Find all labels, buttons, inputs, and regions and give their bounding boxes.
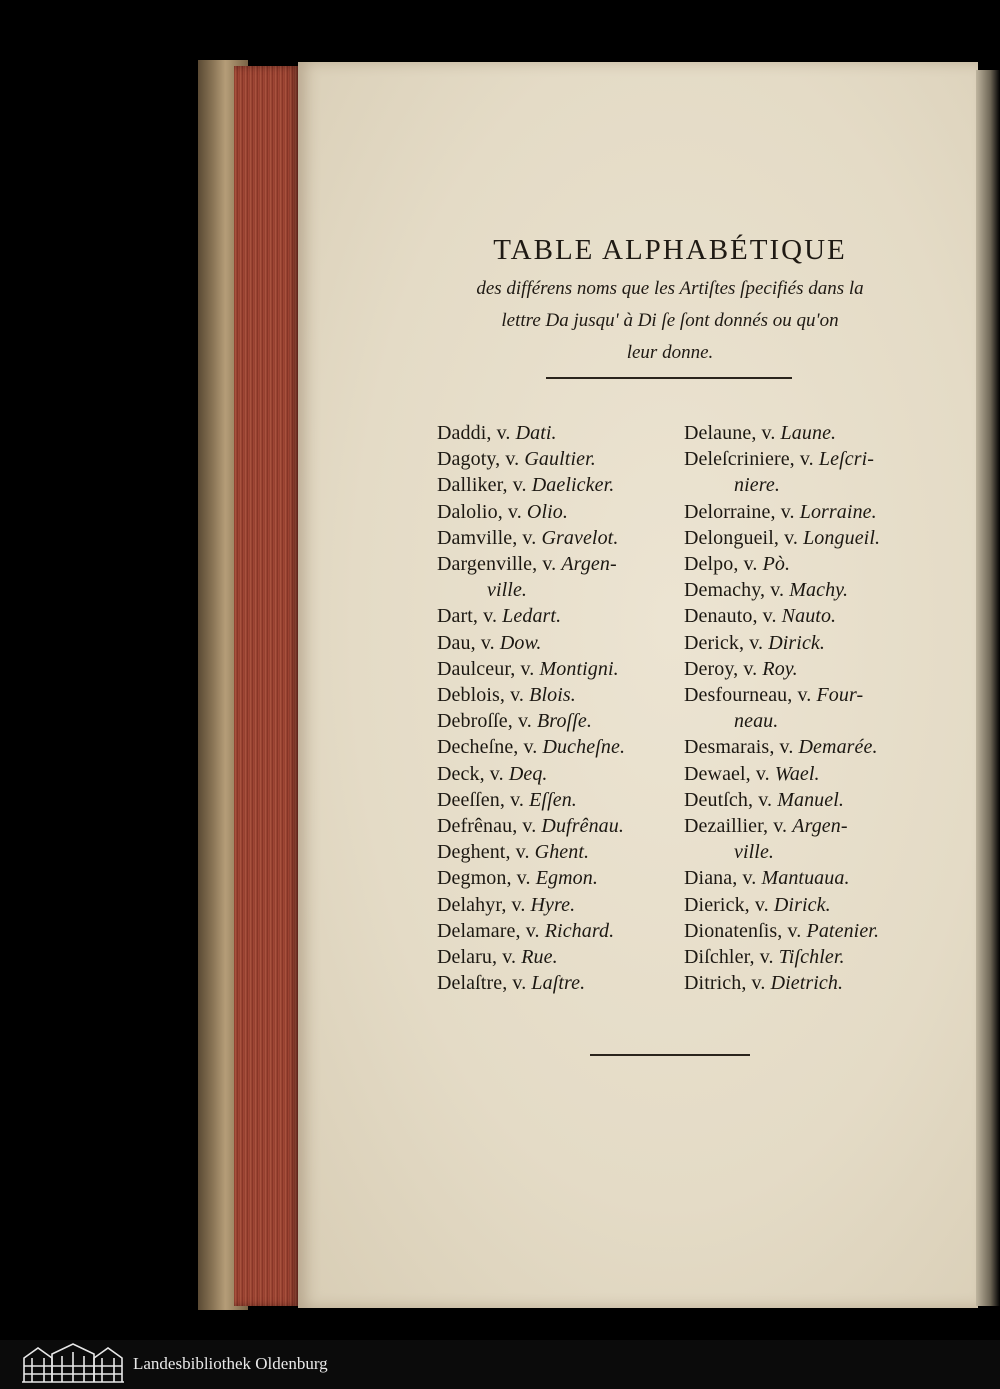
entry-reference: Ledart. xyxy=(502,605,562,628)
entry-reference: Argen- xyxy=(792,815,848,838)
entry-name: Deeſſen, v. xyxy=(437,788,530,811)
entry-name: Defrênau, v. xyxy=(437,815,542,838)
entry-reference: Lorraine. xyxy=(799,500,877,523)
show-through xyxy=(470,160,484,204)
entry-reference: Longueil. xyxy=(803,526,881,549)
entry-reference: Demarée. xyxy=(798,736,878,759)
index-entry xyxy=(684,446,929,472)
page-right-edge xyxy=(976,70,1000,1306)
entry-reference: Richard. xyxy=(544,919,615,942)
index-entry xyxy=(684,603,929,629)
entry-reference: Gravelot. xyxy=(541,526,619,549)
index-entry xyxy=(437,734,682,760)
entry-reference: Montigni. xyxy=(539,657,619,680)
index-entry xyxy=(684,499,929,525)
index-entry xyxy=(684,656,929,682)
entry-reference: Laune. xyxy=(780,422,837,444)
index-entry xyxy=(437,761,682,787)
entry-name: Deblois, v. xyxy=(437,684,530,707)
entry-name: Deleſcriniere, v. xyxy=(684,448,819,471)
index-entry xyxy=(684,918,929,944)
index-entry xyxy=(684,787,929,813)
index-entry xyxy=(437,970,682,996)
index-entry xyxy=(437,682,682,708)
entry-name: Derick, v. xyxy=(684,631,769,654)
index-entry xyxy=(437,499,682,525)
index-entry xyxy=(437,918,682,944)
entry-name: Delaſtre, v. xyxy=(437,972,532,995)
entry-name: Dau, v. xyxy=(437,631,500,654)
entry-reference: Broſſe. xyxy=(536,710,592,733)
entry-reference: Dati. xyxy=(515,422,557,444)
entry-reference: niere. xyxy=(734,474,780,497)
index-entry xyxy=(437,813,682,839)
index-entry xyxy=(437,839,682,865)
index-entry xyxy=(684,577,929,603)
entry-reference: Manuel. xyxy=(777,788,845,811)
library-building-icon xyxy=(20,1342,126,1386)
entry-reference: Eſſen. xyxy=(529,788,577,811)
index-entry xyxy=(684,970,929,996)
entry-reference: Leſcri- xyxy=(818,448,875,471)
entry-name: Dierick, v. xyxy=(684,893,774,916)
entry-reference: neau. xyxy=(734,710,779,733)
index-entry xyxy=(684,708,929,734)
index-entry xyxy=(437,656,682,682)
entry-reference: Dirick. xyxy=(768,631,826,654)
entry-reference: Gaultier. xyxy=(524,448,596,471)
index-entry xyxy=(684,630,929,656)
entry-name: Daulceur, v. xyxy=(437,657,540,680)
index-entry xyxy=(437,708,682,734)
subtitle-line: lettre Da jusqu' à Di ſe ſont donnés ou qu'on xyxy=(501,310,839,331)
index-entry xyxy=(684,839,929,865)
entry-name: Decheſne, v. xyxy=(437,736,543,759)
title-rule xyxy=(546,377,792,379)
entry-name: Delorraine, v. xyxy=(684,500,800,523)
entry-name: Delongueil, v. xyxy=(684,526,804,549)
entry-name: Desfourneau, v. xyxy=(684,684,817,707)
entry-reference: Machy. xyxy=(789,579,849,602)
entry-reference: Mantuaua. xyxy=(761,867,850,890)
entry-reference: Ghent. xyxy=(534,841,590,864)
entry-reference: Pò. xyxy=(762,553,791,576)
entry-name: Delahyr, v. xyxy=(437,893,531,916)
entry-name: Ditrich, v. xyxy=(684,972,771,995)
index-entry xyxy=(684,682,929,708)
entry-reference: Roy. xyxy=(762,657,798,680)
page-subtitle xyxy=(420,274,920,368)
index-entry xyxy=(437,944,682,970)
index-entry xyxy=(437,630,682,656)
end-rule xyxy=(590,1054,750,1056)
index-entry xyxy=(437,577,682,603)
entry-reference: Nauto. xyxy=(781,605,837,628)
entry-name: Demachy, v. xyxy=(684,579,790,602)
index-entry xyxy=(437,787,682,813)
footer-bar xyxy=(0,1340,1000,1389)
index-entry xyxy=(684,551,929,577)
entry-name: Deck, v. xyxy=(437,762,509,785)
entry-name: Dart, v. xyxy=(437,605,503,628)
entry-name: Diſchler, v. xyxy=(684,946,779,969)
entry-name: Dezaillier, v. xyxy=(684,815,793,838)
entry-reference: Patenier. xyxy=(806,919,880,942)
entry-reference: ville. xyxy=(734,841,775,864)
entry-reference: Wael. xyxy=(774,762,820,785)
entry-name: Dionatenſis, v. xyxy=(684,919,807,942)
entry-name: Delpo, v. xyxy=(684,553,763,576)
entry-reference: Deq. xyxy=(508,762,548,785)
entry-name: Daddi, v. xyxy=(437,422,516,444)
index-entry xyxy=(437,603,682,629)
entry-name: Diana, v. xyxy=(684,867,762,890)
index-entry xyxy=(684,813,929,839)
index-entry xyxy=(684,420,929,446)
left-column xyxy=(437,420,682,996)
entry-name: Denauto, v. xyxy=(684,605,782,628)
page-block-edge xyxy=(234,66,300,1306)
entry-reference: Olio. xyxy=(526,500,568,523)
entry-name: Delaune, v. xyxy=(684,422,781,444)
entry-name: Dewael, v. xyxy=(684,762,775,785)
subtitle-line: des différens noms que les Artiſtes ſpecifiés dans la xyxy=(476,278,864,299)
index-entry xyxy=(684,944,929,970)
entry-reference: Daelicker. xyxy=(531,474,615,497)
entry-reference: Argen- xyxy=(561,553,617,576)
index-entry xyxy=(684,892,929,918)
entry-reference: Rue. xyxy=(521,946,558,969)
entry-name: Degmon, v. xyxy=(437,867,536,890)
entry-reference: Ducheſne. xyxy=(542,736,626,759)
entry-name: Debroſſe, v. xyxy=(437,710,537,733)
index-entry xyxy=(437,420,682,446)
index-entry xyxy=(437,892,682,918)
subtitle-line: leur donne. xyxy=(626,342,714,363)
page-title: TABLE ALPHABÉTIQUE xyxy=(493,234,847,266)
index-entry xyxy=(437,865,682,891)
index-entry xyxy=(684,734,929,760)
entry-name: Desmarais, v. xyxy=(684,736,799,759)
entry-name: Dagoty, v. xyxy=(437,448,525,471)
entry-name: Delaru, v. xyxy=(437,946,522,969)
entry-reference: Dufrênau. xyxy=(541,815,624,838)
index-entry xyxy=(684,865,929,891)
entry-reference: Blois. xyxy=(529,684,576,707)
index-entry xyxy=(437,551,682,577)
entry-reference: Laſtre. xyxy=(531,972,586,995)
entry-name: Dargenville, v. xyxy=(437,553,562,576)
library-name: Landesbibliothek Oldenburg xyxy=(133,1354,328,1373)
index-entry xyxy=(684,525,929,551)
entry-reference: Egmon. xyxy=(535,867,598,890)
entry-name: Deutſch, v. xyxy=(684,788,778,811)
entry-name: Deroy, v. xyxy=(684,657,763,680)
entry-name: Damville, v. xyxy=(437,526,542,549)
entry-name: Deghent, v. xyxy=(437,841,535,864)
entry-reference: Dow. xyxy=(499,631,542,654)
entry-reference: Tiſchler. xyxy=(778,946,845,969)
index-entry xyxy=(437,472,682,498)
entry-name: Delamare, v. xyxy=(437,919,545,942)
entry-reference: Dietrich. xyxy=(770,972,844,995)
index-entry xyxy=(437,525,682,551)
index-entry xyxy=(437,446,682,472)
entry-name: Dalolio, v. xyxy=(437,500,527,523)
entry-reference: Dirick. xyxy=(773,893,831,916)
entry-reference: ville. xyxy=(487,579,528,602)
index-entry xyxy=(684,472,929,498)
entry-reference: Four- xyxy=(816,684,864,707)
right-column xyxy=(684,420,929,996)
entry-name: Dalliker, v. xyxy=(437,474,532,497)
index-entry xyxy=(684,761,929,787)
entry-reference: Hyre. xyxy=(530,893,576,916)
